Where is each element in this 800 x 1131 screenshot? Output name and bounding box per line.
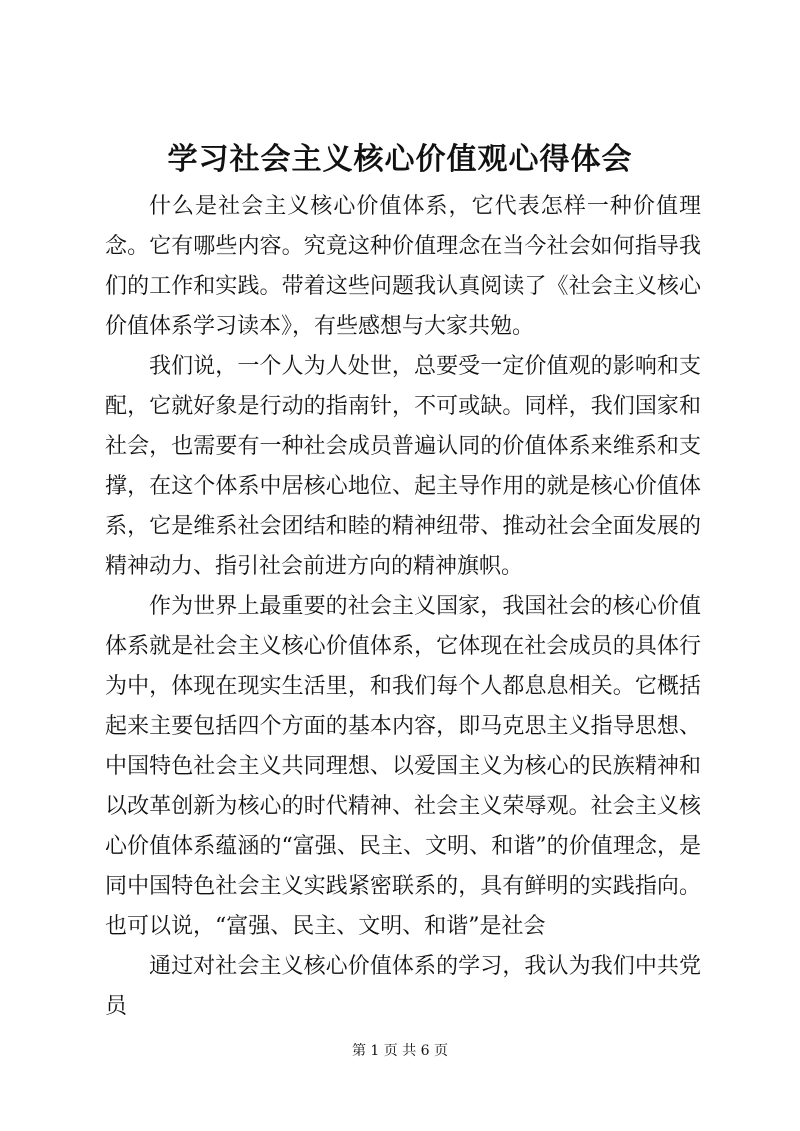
paragraph-1: 什么是社会主义核心价值体系，它代表怎样一种价值理念。它有哪些内容。究竟这种价值理念在当今社会如何指导我们的工作和实践。带着这些问题我认真阅读了《社会主义核心价值体系学习读本》，有些感想与大家共勉。 (105, 194, 701, 339)
page-footer (0, 1041, 800, 1061)
paragraph-4: 通过对社会主义核心价值体系的学习，我认为我们中共党员 (105, 954, 701, 1019)
document-title: 学习社会主义核心价值观心得体会 (167, 142, 633, 177)
paragraph-2: 我们说，一个人为人处世，总要受一定价值观的影响和支配，它就好象是行动的指南针，不可或缺。同样，我们国家和社会，也需要有一种社会成员普遍认同的价值体系来维系和支撑，在这个体系中居核心地位、起主导作用的就是核心价值体系，它是维系社会团结和睦的精神纽带、推动社会全面发展的精神动力、指引社会前进方向的精神旗帜。 (105, 354, 701, 579)
paragraph-3: 作为世界上最重要的社会主义国家，我国社会的核心价值体系就是社会主义核心价值体系，它体现在社会成员的具体行为中，体现在现实生活里，和我们每个人都息息相关。它概括起来主要包括四个方面的基本内容，即马克思主义指导思想、中国特色社会主义共同理想、以爱国主义为核心的民族精神和以改革创新为核心的时代精神、社会主义荣辱观。社会主义核心价值体系蕴涵的“富强、民主、文明、和谐”的价值理念，是同中国特色社会主义实践紧密联系的，具有鲜明的实践指向。也可以说，“富强、民主、文明、和谐”是社会 (105, 594, 701, 939)
page-number-indicator: 第 1 页 共 6 页 (351, 1043, 449, 1059)
document-body (105, 187, 701, 1027)
